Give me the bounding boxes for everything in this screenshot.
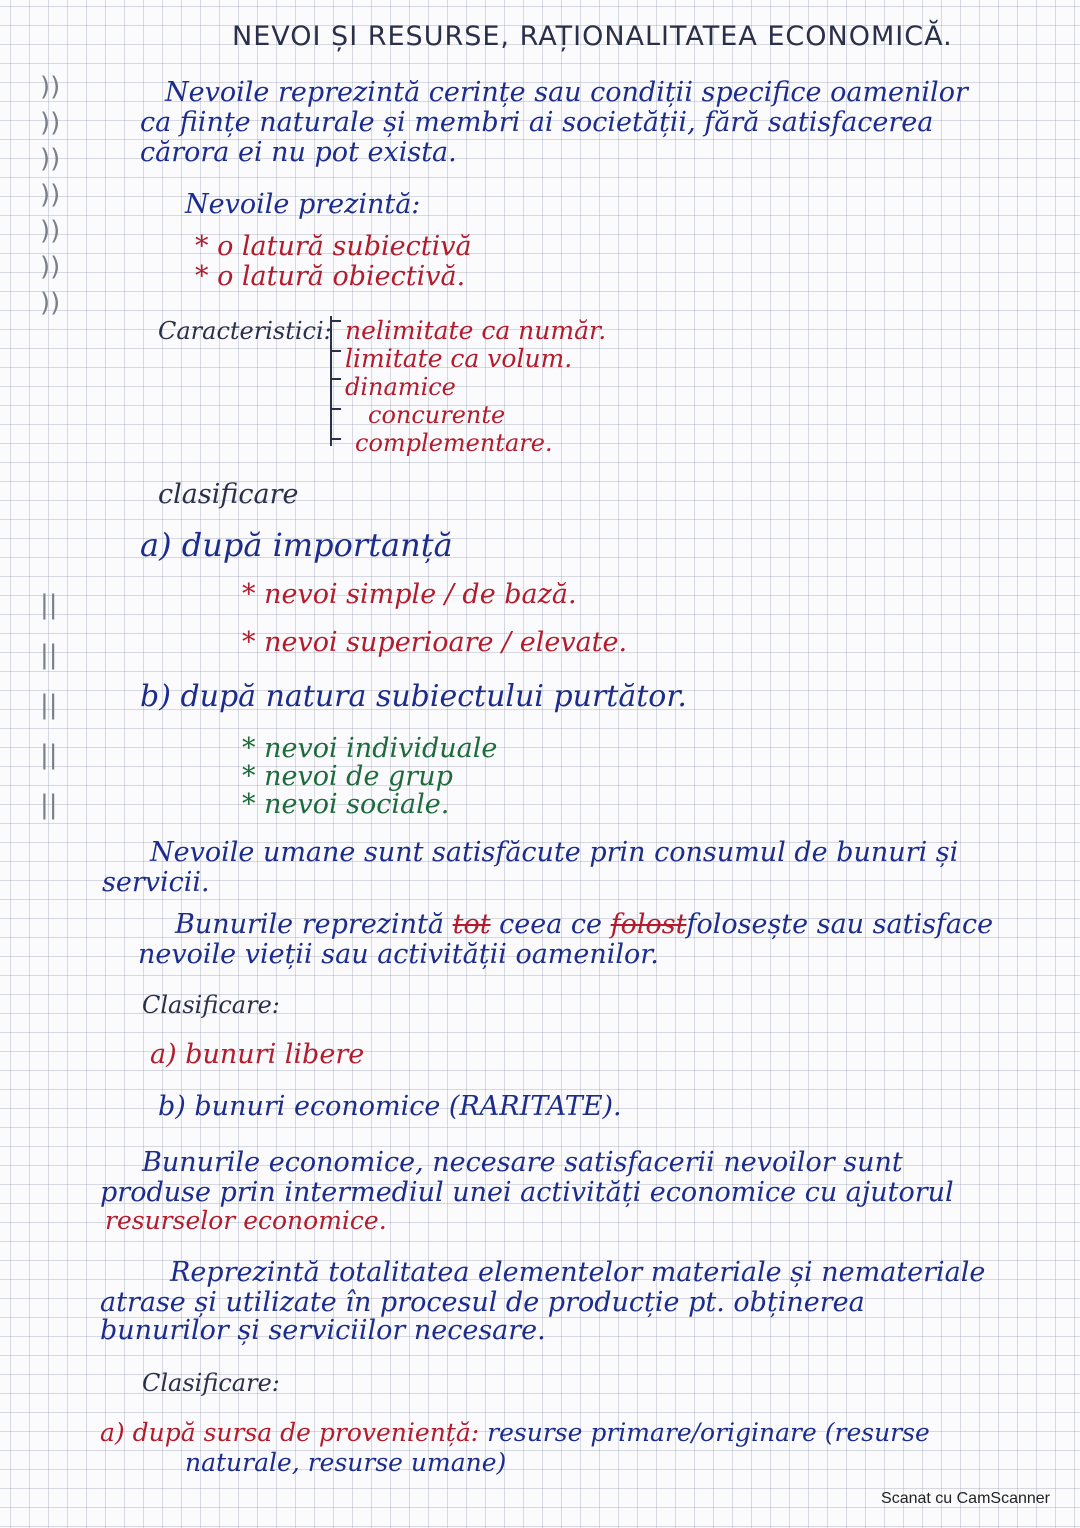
goods-def-pre: Bunurile reprezintă xyxy=(175,909,444,940)
characteristic-3: dinamice xyxy=(345,373,456,401)
resources-class-a-line-2: naturale, resurse umane) xyxy=(185,1448,507,1477)
definition-line-3: cărora ei nu pot exista. xyxy=(140,137,457,168)
class-b-heading: b) după natura subiectului purtător. xyxy=(140,679,687,714)
goods-def-struck-1: tot xyxy=(452,909,491,940)
page-title: NEVOI ȘI RESURSE, RAȚIONALITATEA ECONOMICĂ. xyxy=(232,21,953,52)
resources-definition-line-3: bunurilor și serviciilor necesare. xyxy=(100,1315,546,1346)
characteristic-1: nelimitate ca număr. xyxy=(345,316,607,345)
goods-def-struck-2: folost xyxy=(610,909,687,940)
satisfied-line-1: Nevoile umane sunt satisfăcute prin consumul de bunuri și xyxy=(150,837,959,868)
resources-definition-line-2: atrase și utilizate în procesul de producție pt. obținerea xyxy=(100,1287,865,1318)
economic-resources: resurselor economice. xyxy=(105,1206,387,1235)
resources-class-a xyxy=(100,1418,930,1448)
goods-definition-line-2: nevoile vieții sau activității oamenilor. xyxy=(138,939,659,970)
resources-classification-label: Clasificare: xyxy=(142,1369,280,1397)
goods-def-post: folosește sau satisface xyxy=(686,909,994,940)
side-objective: * o latură obiectivă. xyxy=(195,261,466,292)
goods-definition-line-1 xyxy=(175,910,993,940)
present-label: Nevoile prezintă: xyxy=(185,189,421,220)
notebook-binding: )) )) )) )) )) )) )) || || || || || xyxy=(40,72,61,820)
characteristic-2: limitate ca volum. xyxy=(345,344,573,373)
satisfied-line-2: servicii. xyxy=(102,867,210,898)
goods-classification-label: Clasificare: xyxy=(142,991,280,1019)
characteristics-brace xyxy=(330,316,342,446)
resources-class-a-label: a) după sursa de proveniență: xyxy=(100,1418,480,1447)
characteristic-5: complementare. xyxy=(355,429,553,457)
class-a-heading: a) după importanță xyxy=(140,526,453,564)
economic-goods-line-1: Bunurile economice, necesare satisfacerii nevoilor sunt xyxy=(142,1147,903,1178)
characteristics-label: Caracteristici: xyxy=(158,317,332,345)
definition-line-1: Nevoile reprezintă cerințe sau condiții specifice oamenilor xyxy=(165,77,968,108)
class-b-item-1: * nevoi individuale xyxy=(242,733,498,764)
definition-line-2: ca ființe naturale și membri ai societății, fără satisfacerea xyxy=(140,107,934,138)
side-subjective: * o latură subiectivă xyxy=(195,231,472,262)
scanner-watermark: Scanat cu CamScanner xyxy=(881,1490,1050,1507)
goods-def-mid: ceea ce xyxy=(499,909,603,940)
class-b-item-2: * nevoi de grup xyxy=(242,761,453,792)
economic-goods-line-2: produse prin intermediul unei activități economice cu ajutorul xyxy=(100,1177,954,1208)
class-b-item-3: * nevoi sociale. xyxy=(242,789,450,820)
resources-class-a-value: resurse primare/originare (resurse xyxy=(487,1418,930,1447)
characteristic-4: concurente xyxy=(368,401,506,429)
resources-definition-line-1: Reprezintă totalitatea elementelor materiale și nemateriale xyxy=(170,1257,986,1288)
classification-label: clasificare xyxy=(158,479,299,510)
goods-class-b: b) bunuri economice (RARITATE). xyxy=(158,1091,622,1122)
class-a-item-1: * nevoi simple / de bază. xyxy=(242,579,577,610)
goods-class-a: a) bunuri libere xyxy=(150,1039,365,1070)
class-a-item-2: * nevoi superioare / elevate. xyxy=(242,627,628,658)
